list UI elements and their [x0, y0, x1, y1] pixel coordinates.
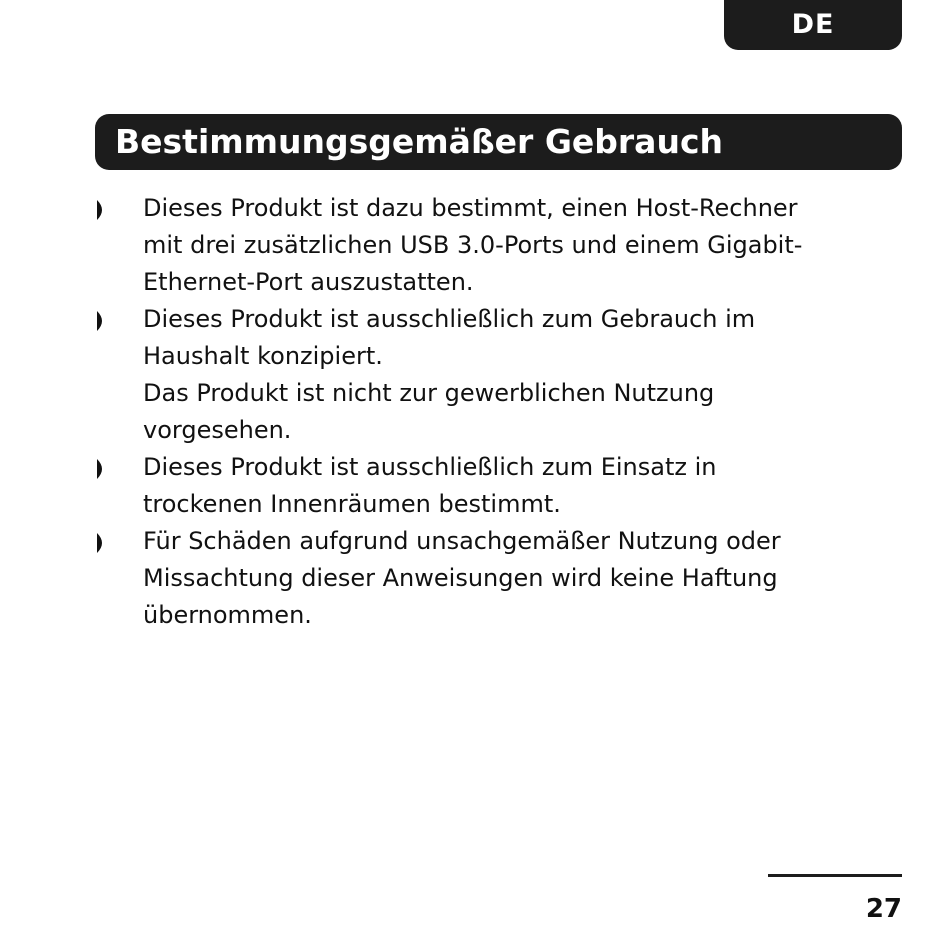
- bullet-marker-icon: [97, 533, 107, 553]
- bullet-line: Das Produkt ist nicht zur gewerblichen Nutzung: [143, 379, 715, 407]
- bullet-line: vorgesehen.: [143, 416, 292, 444]
- section-heading: Bestimmungsgemäßer Gebrauch: [95, 114, 902, 170]
- bullet-marker-icon: [97, 459, 107, 479]
- list-item: [0, 449, 950, 523]
- language-tab: DE: [724, 0, 902, 50]
- page-number: 27: [865, 894, 902, 924]
- bullet-line: Missachtung dieser Anweisungen wird keine Haftung: [143, 564, 778, 592]
- bullet-line: Dieses Produkt ist ausschließlich zum Einsatz in: [143, 453, 717, 481]
- bullet-line: trockenen Innenräumen bestimmt.: [143, 490, 561, 518]
- bullet-line: Haushalt konzipiert.: [143, 342, 383, 370]
- bullet-marker-icon: [97, 311, 107, 331]
- bullet-line: mit drei zusätzlichen USB 3.0-Ports und einem Gigabit-: [143, 231, 803, 259]
- bullet-line: Für Schäden aufgrund unsachgemäßer Nutzung oder: [143, 527, 781, 555]
- list-item: [0, 301, 950, 449]
- bullet-text: [143, 523, 910, 634]
- footer-divider: [768, 874, 902, 877]
- bullet-text: [143, 449, 910, 523]
- bullet-line: übernommen.: [143, 601, 312, 629]
- bullet-text: [143, 190, 910, 301]
- bullet-line: Dieses Produkt ist dazu bestimmt, einen Host-Rechner: [143, 194, 798, 222]
- list-item: [0, 190, 950, 301]
- bullet-list: [0, 190, 950, 634]
- bullet-line: Dieses Produkt ist ausschließlich zum Gebrauch im: [143, 305, 756, 333]
- bullet-marker-icon: [97, 200, 107, 220]
- bullet-line: Ethernet-Port auszustatten.: [143, 268, 474, 296]
- bullet-text: [143, 301, 910, 449]
- list-item: [0, 523, 950, 634]
